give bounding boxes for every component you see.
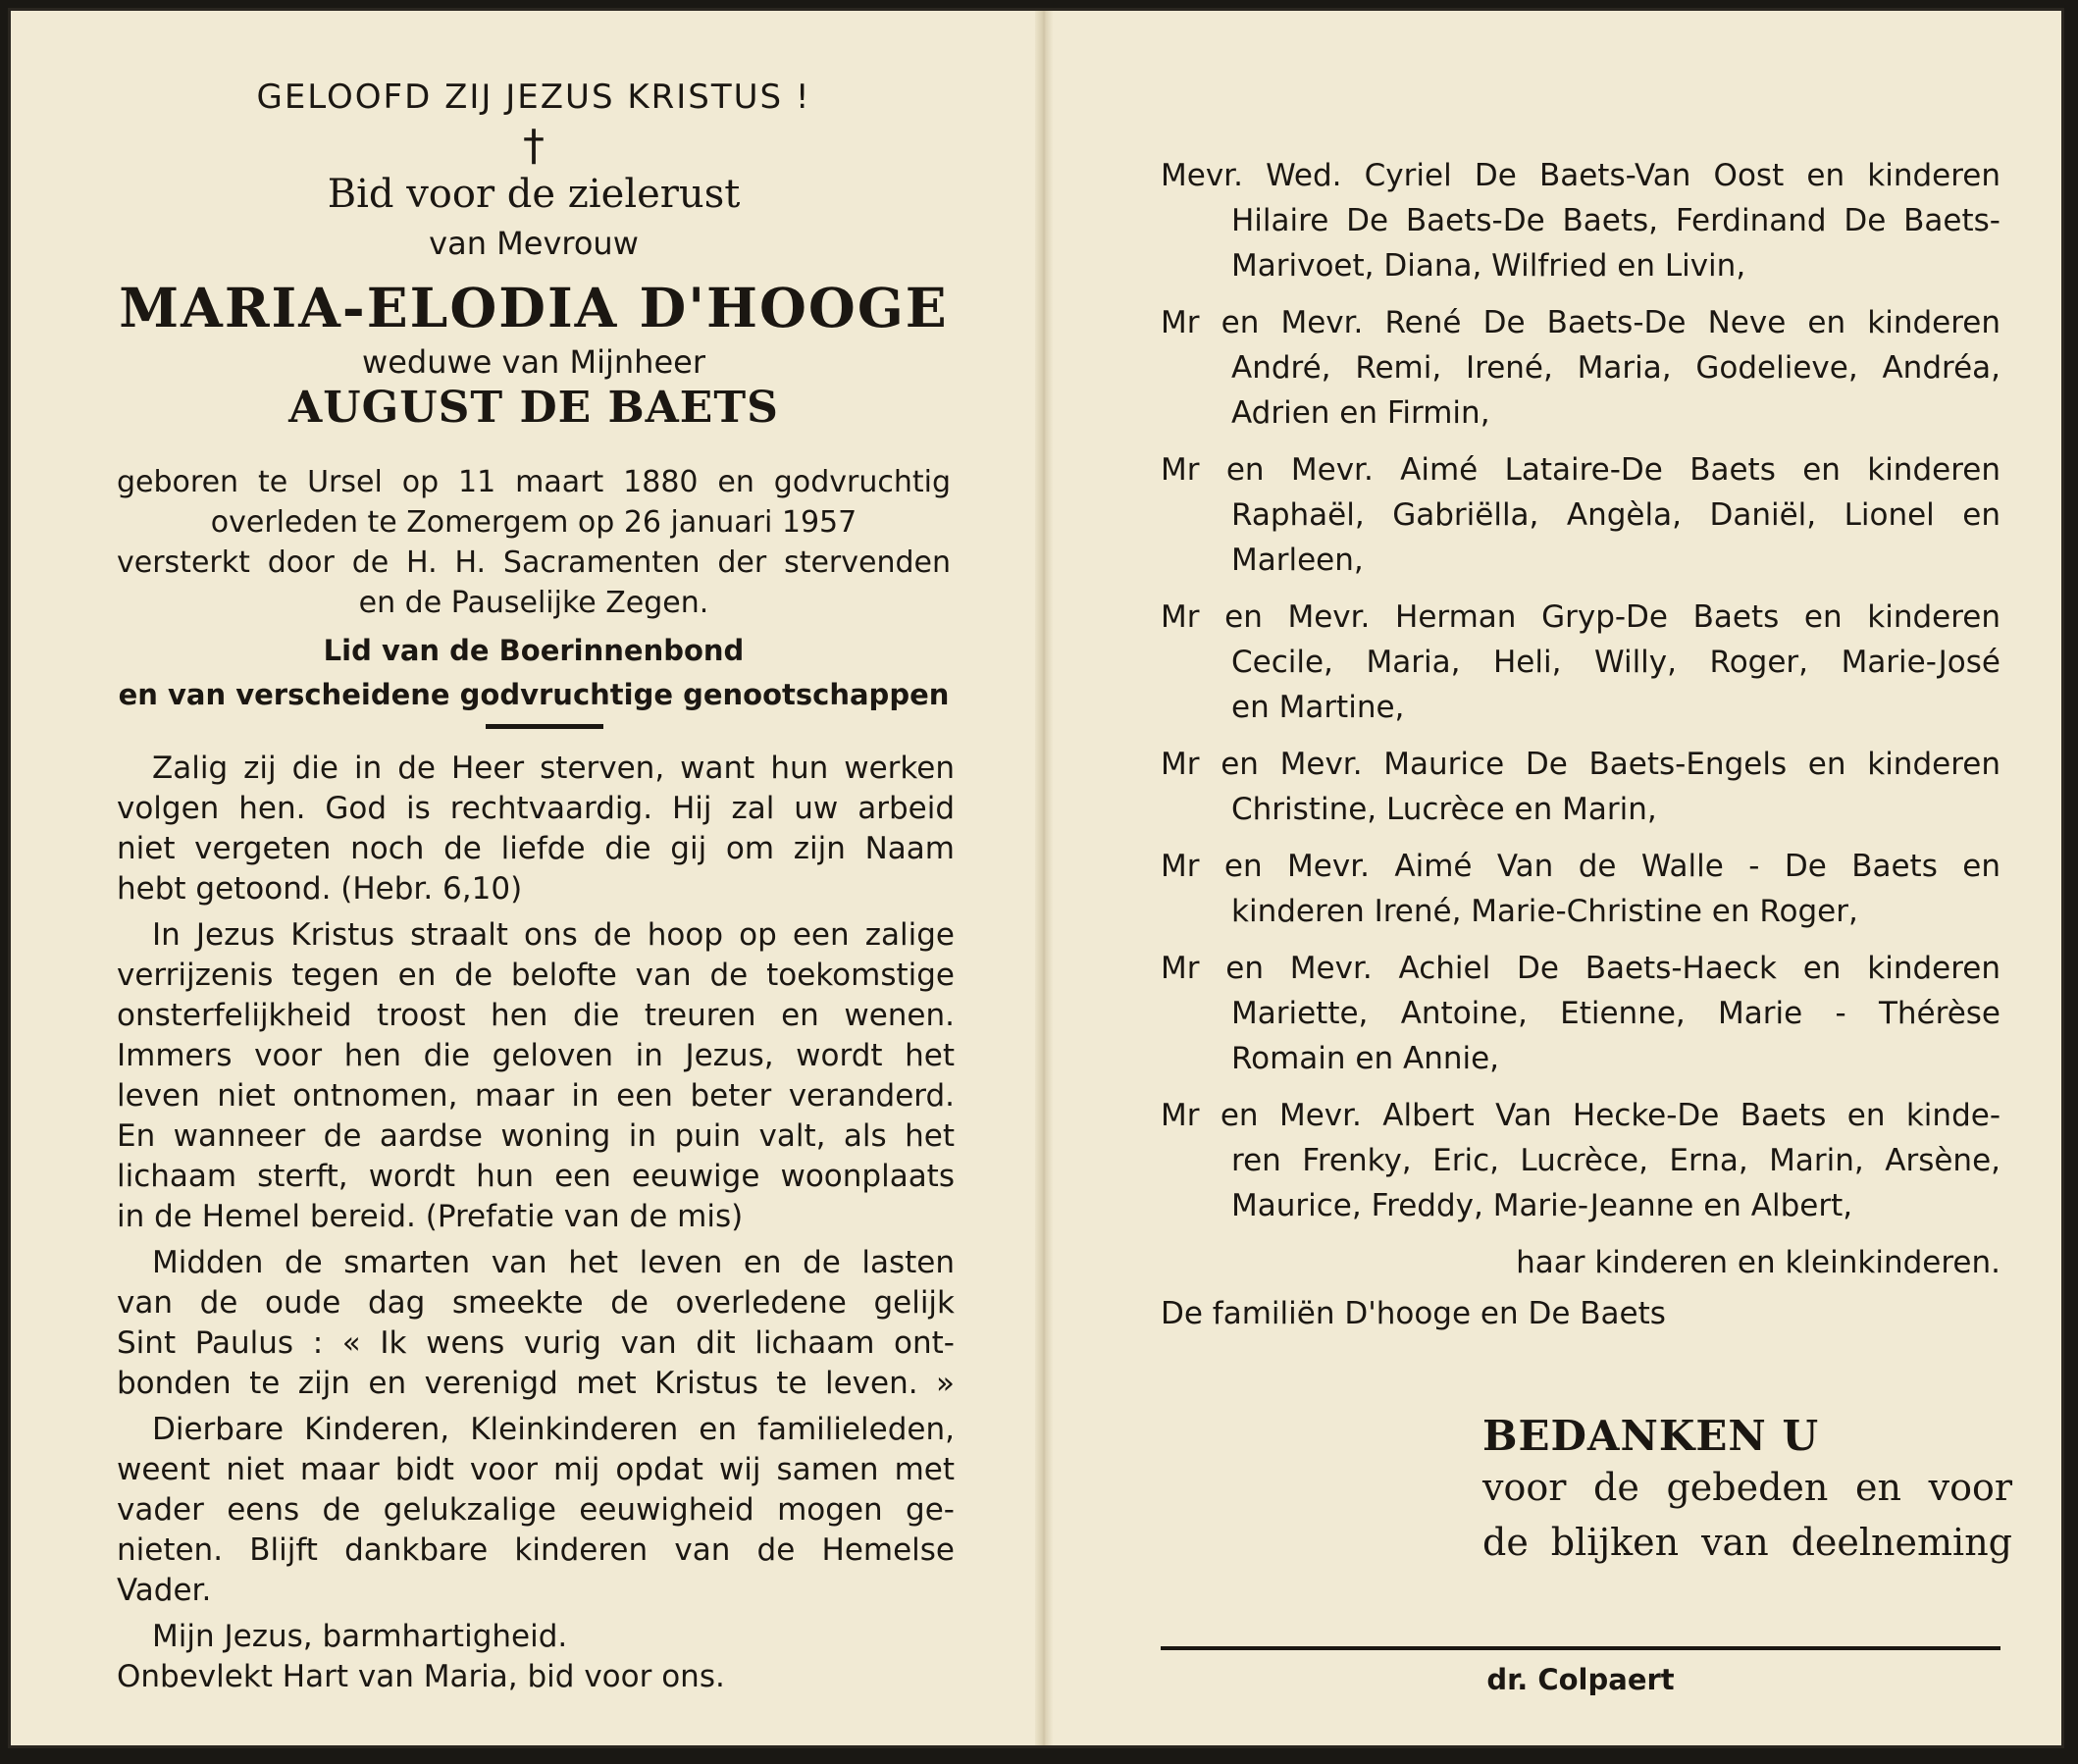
family-list <box>1161 153 2000 1336</box>
family-line: Mr en Mevr. Albert Van Hecke-De Baets en kinde- <box>1161 1098 2000 1133</box>
family-line: Mr en Mevr. Achiel De Baets-Haeck en kinderen <box>1161 951 2000 986</box>
family-line: Raphaël, Gabriëlla, Angèla, Daniël, Lionel en <box>1231 497 2000 533</box>
family-line: Mr en Mevr. Aimé Van de Walle - De Baets en <box>1161 849 2000 884</box>
text-line: niet vergeten noch de liefde die gij om zijn Naam <box>117 831 955 866</box>
bio-line: geboren te Ursel op 11 maart 1880 en godvruchtig <box>117 465 951 499</box>
text-line: Immers voor hen die geloven in Jezus, wordt het <box>117 1038 955 1073</box>
of-mrs-label: van Mevrouw <box>429 225 639 262</box>
family-line: Adrien en Firmin, <box>1231 395 1490 431</box>
family-line: Maurice, Freddy, Marie-Jeanne en Albert, <box>1231 1188 1853 1223</box>
text-line: verrijzenis tegen en de belofte van de toekomstige <box>117 958 955 993</box>
family-entry <box>1161 595 2000 730</box>
family-entry <box>1161 742 2000 832</box>
text-line: Sint Paulus : « Ik wens vurig van dit lichaam ont- <box>117 1325 955 1361</box>
thanks-title: BEDANKEN U <box>1482 1412 1820 1460</box>
text-line: Vader. <box>117 1573 212 1608</box>
family-line: Mr en Mevr. René De Baets-De Neve en kinderen <box>1161 305 2000 340</box>
text-line: Mijn Jezus, barmhartigheid. <box>152 1619 568 1654</box>
divider <box>1161 1646 2000 1650</box>
family-line: Mr en Mevr. Maurice De Baets-Engels en kinderen <box>1161 747 2000 782</box>
text-line: bonden te zijn en verenigd met Kristus te leven. » <box>117 1366 955 1401</box>
family-line: Mr en Mevr. Aimé Lataire-De Baets en kinderen <box>1161 452 2000 488</box>
left-page <box>11 11 1035 1745</box>
praise-line: GELOOFD ZIJ JEZUS KRISTUS ! <box>256 78 811 117</box>
memorial-card <box>8 8 2064 1748</box>
text-line: Zalig zij die in de Heer sterven, want hun werken <box>152 751 955 786</box>
text-line: In Jezus Kristus straalt ons de hoop op een zalige <box>152 917 955 953</box>
printer-credit: dr. Colpaert <box>1486 1663 1675 1696</box>
children-line: haar kinderen en kleinkinderen. <box>1516 1245 2000 1280</box>
thanks-line: voor de gebeden en voor <box>1482 1466 2012 1509</box>
text-line: lichaam sterft, wordt hun een eeuwige woonplaats <box>117 1159 955 1194</box>
text-line: in de Hemel bereid. (Prefatie van de mis) <box>117 1199 744 1234</box>
family-line: kinderen Irené, Marie-Christine en Roger, <box>1231 894 1858 929</box>
membership-line: Lid van de Boerinnenbond <box>323 634 745 667</box>
family-line: André, Remi, Irené, Maria, Godelieve, Andréa, <box>1231 350 2000 386</box>
family-line: en Martine, <box>1231 690 1405 725</box>
membership <box>117 629 951 717</box>
family-line: Christine, Lucrèce en Marin, <box>1231 792 1657 827</box>
family-line: Hilaire De Baets-De Baets, Ferdinand De Baets- <box>1231 203 2000 238</box>
family-line: ren Frenky, Eric, Lucrèce, Erna, Marin, Arsène, <box>1231 1143 2000 1178</box>
family-entry <box>1161 844 2000 934</box>
text-line: vader eens de gelukzalige eeuwigheid mogen ge- <box>117 1492 955 1528</box>
text-line: Onbevlekt Hart van Maria, bid voor ons. <box>117 1659 725 1694</box>
family-entry <box>1161 1093 2000 1228</box>
prayer-text <box>117 749 955 1697</box>
bio-line: overleden te Zomergem op 26 januari 1957 <box>210 505 857 540</box>
text-line: nieten. Blijft dankbare kinderen van de Hemelse <box>117 1532 955 1568</box>
text-line: Dierbare Kinderen, Kleinkinderen en familieleden, <box>152 1412 955 1447</box>
prayer-request: Bid voor de zielerust <box>327 172 741 217</box>
thanks-block <box>1482 1412 2012 1570</box>
text-line: hebt getoond. (Hebr. 6,10) <box>117 871 523 907</box>
bio-line: en de Pauselijke Zegen. <box>358 586 709 620</box>
husband-name: AUGUST DE BAETS <box>288 383 779 433</box>
text-line: leven niet ontnomen, maar in een beter veranderd. <box>117 1078 955 1114</box>
bio-line: versterkt door de H. H. Sacramenten der stervenden <box>117 545 951 580</box>
family-entry <box>1161 946 2000 1081</box>
text-line: van de oude dag smeekte de overledene gelijk <box>117 1285 955 1321</box>
family-line: Mariette, Antoine, Etienne, Marie - Thérèse <box>1231 996 2000 1031</box>
family-entry <box>1161 300 2000 436</box>
divider <box>486 724 603 729</box>
family-line: Marivoet, Diana, Wilfried en Livin, <box>1231 248 1746 284</box>
text-line: weent niet maar bidt voor mij opdat wij samen met <box>117 1452 955 1487</box>
cross-icon: † <box>523 121 545 171</box>
membership-line: en van verscheidene godvruchtige genootschappen <box>118 678 950 711</box>
thanks-line: de blijken van deelneming <box>1482 1521 2012 1564</box>
families-line: De familiën D'hooge en De Baets <box>1161 1296 1666 1331</box>
family-entry <box>1161 153 2000 288</box>
text-line: onsterfelijkheid troost hen die treuren en wenen. <box>117 998 955 1033</box>
family-entry <box>1161 447 2000 583</box>
family-line: Mr en Mevr. Herman Gryp-De Baets en kinderen <box>1161 599 2000 635</box>
family-line: Mevr. Wed. Cyriel De Baets-Van Oost en kinderen <box>1161 158 2000 193</box>
text-line: En wanneer de aardse woning in puin valt, als het <box>117 1118 955 1154</box>
biography <box>117 462 951 623</box>
widow-of-label: weduwe van Mijnheer <box>362 343 705 381</box>
text-line: volgen hen. God is rechtvaardig. Hij zal uw arbeid <box>117 791 955 826</box>
right-page <box>1053 11 2061 1745</box>
deceased-name: MARIA-ELODIA D'HOOGE <box>119 276 949 339</box>
card-header <box>117 78 951 433</box>
family-line: Cecile, Maria, Heli, Willy, Roger, Marie-José <box>1231 645 2000 680</box>
family-line: Marleen, <box>1231 543 1364 578</box>
family-line: Romain en Annie, <box>1231 1041 1500 1076</box>
text-line: Midden de smarten van het leven en de lasten <box>152 1245 955 1280</box>
card-fold <box>1035 11 1053 1745</box>
